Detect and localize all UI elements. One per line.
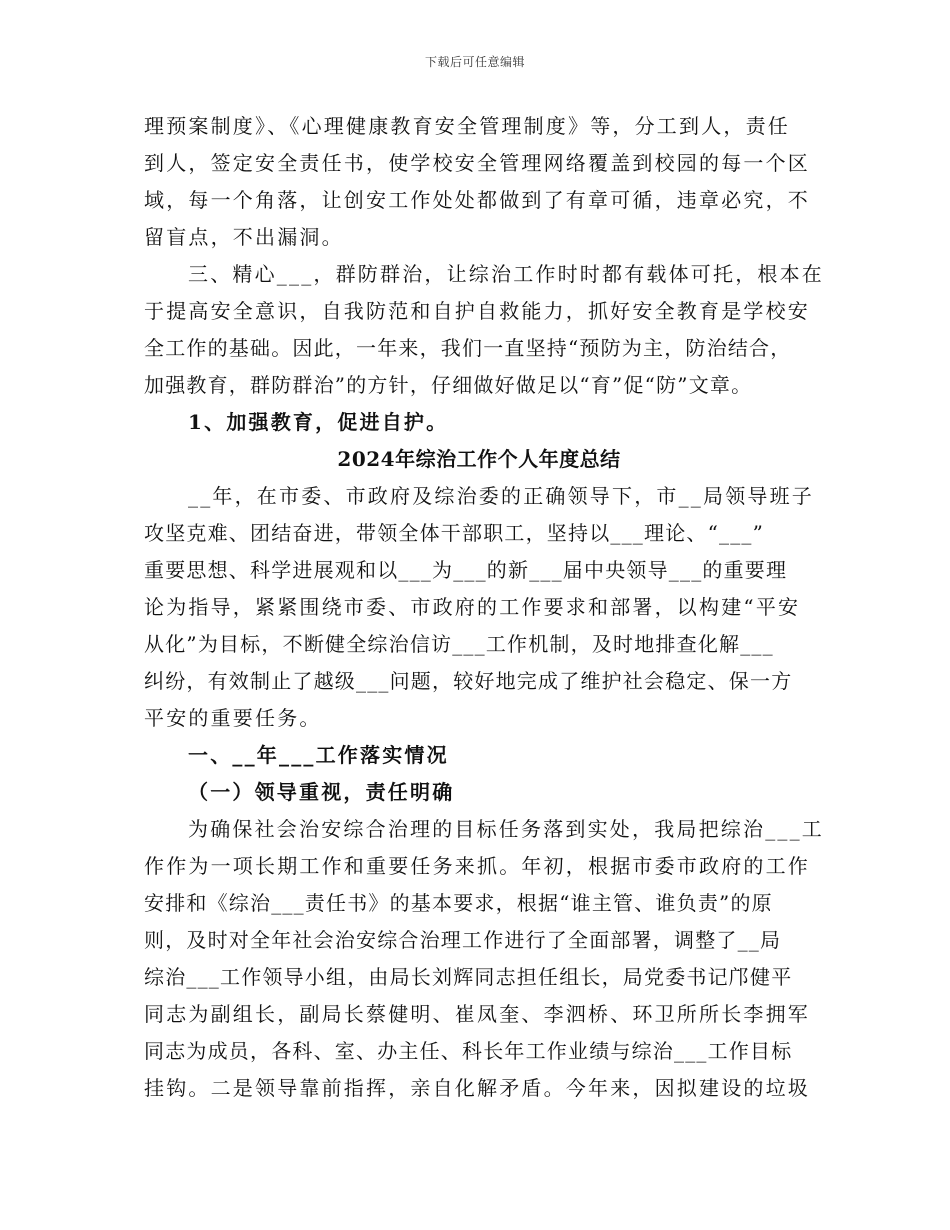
text-line: 则，及时对全年社会治安综合治理工作进行了全面部署，调整了__局 <box>144 928 782 952</box>
text-line: 到人，签定安全责任书，使学校安全管理网络覆盖到校园的每一个区 <box>144 151 810 175</box>
text-line: 于提高安全意识，自我防范和自护自救能力，抓好安全教育是学校安 <box>144 299 810 323</box>
text-line: 从化”为目标，不断健全综治信访___工作机制，及时地排查化解___ <box>144 632 774 656</box>
text-line: 作作为一项长期工作和重要任务来抓。年初，根据市委市政府的工作 <box>144 854 810 878</box>
text-line: 留盲点，不出漏洞。 <box>144 225 344 249</box>
subsection-heading: （一）领导重视，责任明确 <box>188 780 455 804</box>
text-line: 平安的重要任务。 <box>144 706 322 730</box>
text-line: 理预案制度》、《心理健康教育安全管理制度》等，分工到人，责任 <box>144 114 790 138</box>
text-line: 加强教育，群防群治”的方针，仔细做好做足以“育”促“防”文章。 <box>144 373 753 397</box>
text-line: 重要思想、科学进展观和以___为___的新___届中央领导___的重要理 <box>144 558 788 582</box>
page-header: 下载后可任意编辑 <box>424 55 525 69</box>
text-line: 域，每一个角落，让创安工作处处都做到了有章可循，违章必究，不 <box>144 188 810 212</box>
text-line: 全工作的基础。因此，一年来，我们一直坚持“预防为主，防治结合， <box>144 336 792 360</box>
text-line: 纠纷，有效制止了越级___问题，较好地完成了维护社会稳定、保一方 <box>144 669 793 693</box>
document-title: 2024年综治工作个人年度总结 <box>337 447 621 471</box>
paragraph-start: 为确保社会治安综合治理的目标任务落到实处，我局把综治___工 <box>188 817 824 841</box>
text-line: 攻坚克难、团结奋进，带领全体干部职工，坚持以___理论、“___” <box>144 521 765 545</box>
paragraph-start: __年，在市委、市政府及综治委的正确领导下，市__局领导班子 <box>188 484 814 508</box>
document-body <box>144 108 824 1107</box>
text-line: 综治___工作领导小组，由局长刘辉同志担任组长，局党委书记邝健平 <box>144 965 793 989</box>
text-line: 同志为副组长，副局长蔡健明、崔凤奎、李泗桥、环卫所所长李拥军 <box>144 1002 810 1026</box>
paragraph-start: 三、精心___，群防群治，让综治工作时时都有载体可托，根本在 <box>188 262 824 286</box>
text-line: 挂钩。二是领导靠前指挥，亲自化解矛盾。今年来，因拟建设的垃圾 <box>144 1076 810 1100</box>
section-heading: 1、加强教育，促进自护。 <box>188 410 449 434</box>
text-line: 论为指导，紧紧围绕市委、市政府的工作要求和部署，以构建“平安 <box>144 595 801 619</box>
section-heading: 一、__年___工作落实情况 <box>188 743 449 767</box>
text-line: 安排和《综治___责任书》的基本要求，根据“谁主管、谁负责”的原 <box>144 891 773 915</box>
text-line: 同志为成员，各科、室、办主任、科长年工作业绩与综治___工作目标 <box>144 1039 793 1063</box>
